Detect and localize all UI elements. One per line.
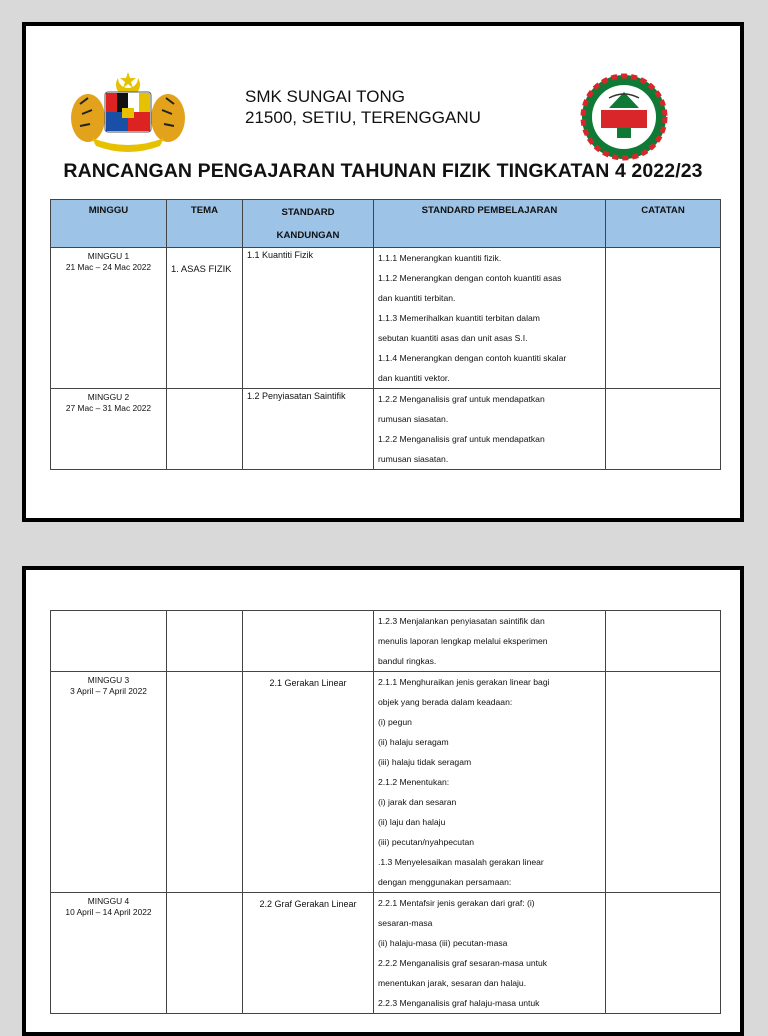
learning-line: menulis laporan lengkap melalui eksperimen: [378, 636, 548, 646]
learning-line: 2.2.3 Menganalisis graf halaju-masa untuk: [378, 998, 540, 1008]
learning-line: 1.2.2 Menganalisis graf untuk mendapatkan: [378, 394, 545, 404]
learning-line: 2.2.2 Menganalisis graf sesaran-masa untuk: [378, 958, 548, 968]
learning-line: (i) jarak dan sesaran: [378, 797, 457, 807]
week-dates: 3 April – 7 April 2022: [70, 686, 147, 696]
week-cell: [51, 672, 167, 893]
header-theme: TEMA: [167, 200, 243, 248]
learning-line: bandul ringkas.: [378, 656, 437, 666]
week-cell: [51, 248, 167, 389]
school-name: SMK SUNGAI TONG: [245, 87, 405, 106]
learning-line: 2.1.1 Menghuraikan jenis gerakan linear bagi: [378, 677, 550, 687]
notes-cell: [606, 248, 721, 389]
learning-line: dengan menggunakan persamaan:: [378, 877, 512, 887]
learning-line: sebutan kuantiti asas dan unit asas S.I.: [378, 333, 528, 343]
learning-line: rumusan siasatan.: [378, 454, 449, 464]
week-label: MINGGU 2: [87, 392, 130, 402]
learning-line: 1.1.3 Memerihalkan kuantiti terbitan dalam: [378, 313, 540, 323]
standard-cell: [243, 248, 374, 389]
week-dates: 21 Mac – 24 Mac 2022: [65, 262, 152, 272]
header-learning: STANDARD PEMBELAJARAN: [374, 200, 606, 248]
header-standard: [243, 200, 374, 248]
learning-line: (ii) halaju seragam: [378, 737, 449, 747]
learning-line: 2.1.2 Menentukan:: [378, 777, 450, 787]
learning-line: 1.1.4 Menerangkan dengan contoh kuantiti skalar: [378, 353, 567, 363]
learning-line: 1.1.1 Menerangkan kuantiti fizik.: [378, 253, 502, 263]
theme-text: 1. ASAS FIZIK: [171, 263, 232, 274]
theme-cell: [167, 672, 243, 893]
learning-line: dan kuantiti terbitan.: [378, 293, 456, 303]
learning-line: sesaran-masa: [378, 918, 433, 928]
week-cell: [51, 389, 167, 470]
learning-line: (iii) pecutan/nyahpecutan: [378, 837, 475, 847]
standard-cell: [243, 672, 374, 893]
standard-text: 2.2 Graf Gerakan Linear: [259, 899, 357, 909]
week-dates: 10 April – 14 April 2022: [65, 907, 152, 917]
document-page-1: [22, 22, 744, 522]
school-crest-logo: [579, 72, 669, 162]
learning-line: 1.1.2 Menerangkan dengan contoh kuantiti asas: [378, 273, 562, 283]
table-row: [51, 389, 721, 470]
table-row: [51, 611, 721, 672]
week-label: MINGGU 1: [87, 251, 130, 261]
header-standard-line2: KANDUNGAN: [276, 230, 340, 241]
learning-cell: [374, 389, 606, 470]
notes-cell: [606, 672, 721, 893]
learning-line: (ii) laju dan halaju: [378, 817, 446, 827]
header-week: MINGGU: [51, 200, 167, 248]
learning-cell: [374, 893, 606, 1014]
week-label: MINGGU 3: [87, 675, 130, 685]
week-cell: [51, 893, 167, 1014]
notes-cell: [606, 389, 721, 470]
notes-cell: [606, 893, 721, 1014]
learning-line: (ii) halaju-masa (iii) pecutan-masa: [378, 938, 508, 948]
table-header-row: [51, 200, 721, 248]
header-standard-line1: STANDARD: [281, 207, 335, 218]
learning-line: 1.2.2 Menganalisis graf untuk mendapatkan: [378, 434, 545, 444]
document-page-2: [22, 566, 744, 1036]
learning-line: rumusan siasatan.: [378, 414, 449, 424]
learning-cell: [374, 672, 606, 893]
learning-line: (iii) halaju tidak seragam: [378, 757, 472, 767]
document-title: RANCANGAN PENGAJARAN TAHUNAN FIZIK TINGKATAN 4 2022/23: [63, 160, 703, 182]
learning-line: objek yang berada dalam keadaan:: [378, 697, 513, 707]
standard-text: 1.1 Kuantiti Fizik: [247, 250, 314, 260]
theme-cell: [167, 611, 243, 672]
learning-line: dan kuantiti vektor.: [378, 373, 450, 383]
header-notes: CATATAN: [606, 200, 721, 248]
standard-text: 1.2 Penyiasatan Saintifik: [247, 391, 346, 401]
learning-line: 2.2.1 Mentafsir jenis gerakan dari graf: (i): [378, 898, 535, 908]
theme-cell: [167, 389, 243, 470]
theme-cell: [167, 248, 243, 389]
learning-cell: [374, 611, 606, 672]
standard-text: [247, 611, 369, 617]
week-cell: [51, 611, 167, 672]
learning-line: .1.3 Menyelesaikan masalah gerakan linear: [378, 857, 544, 867]
table-row: [51, 893, 721, 1014]
standard-cell: [243, 611, 374, 672]
learning-line: 1.2.3 Menjalankan penyiasatan saintifik dan: [378, 616, 545, 626]
table-row: [51, 248, 721, 389]
school-address: 21500, SETIU, TERENGGANU: [245, 108, 481, 127]
lesson-plan-table: [50, 199, 721, 470]
school-header: [245, 86, 481, 128]
week-label: MINGGU 4: [87, 896, 130, 906]
theme-cell: [167, 893, 243, 1014]
standard-text: 2.1 Gerakan Linear: [269, 678, 347, 688]
lesson-plan-table-continued: [50, 610, 721, 1014]
table-row: [51, 672, 721, 893]
learning-cell: [374, 248, 606, 389]
learning-line: menentukan jarak, sesaran dan halaju.: [378, 978, 527, 988]
learning-line: (i) pegun: [378, 717, 412, 727]
coat-of-arms-logo: [58, 68, 198, 154]
standard-cell: [243, 893, 374, 1014]
week-dates: 27 Mac – 31 Mac 2022: [65, 403, 152, 413]
notes-cell: [606, 611, 721, 672]
standard-cell: [243, 389, 374, 470]
